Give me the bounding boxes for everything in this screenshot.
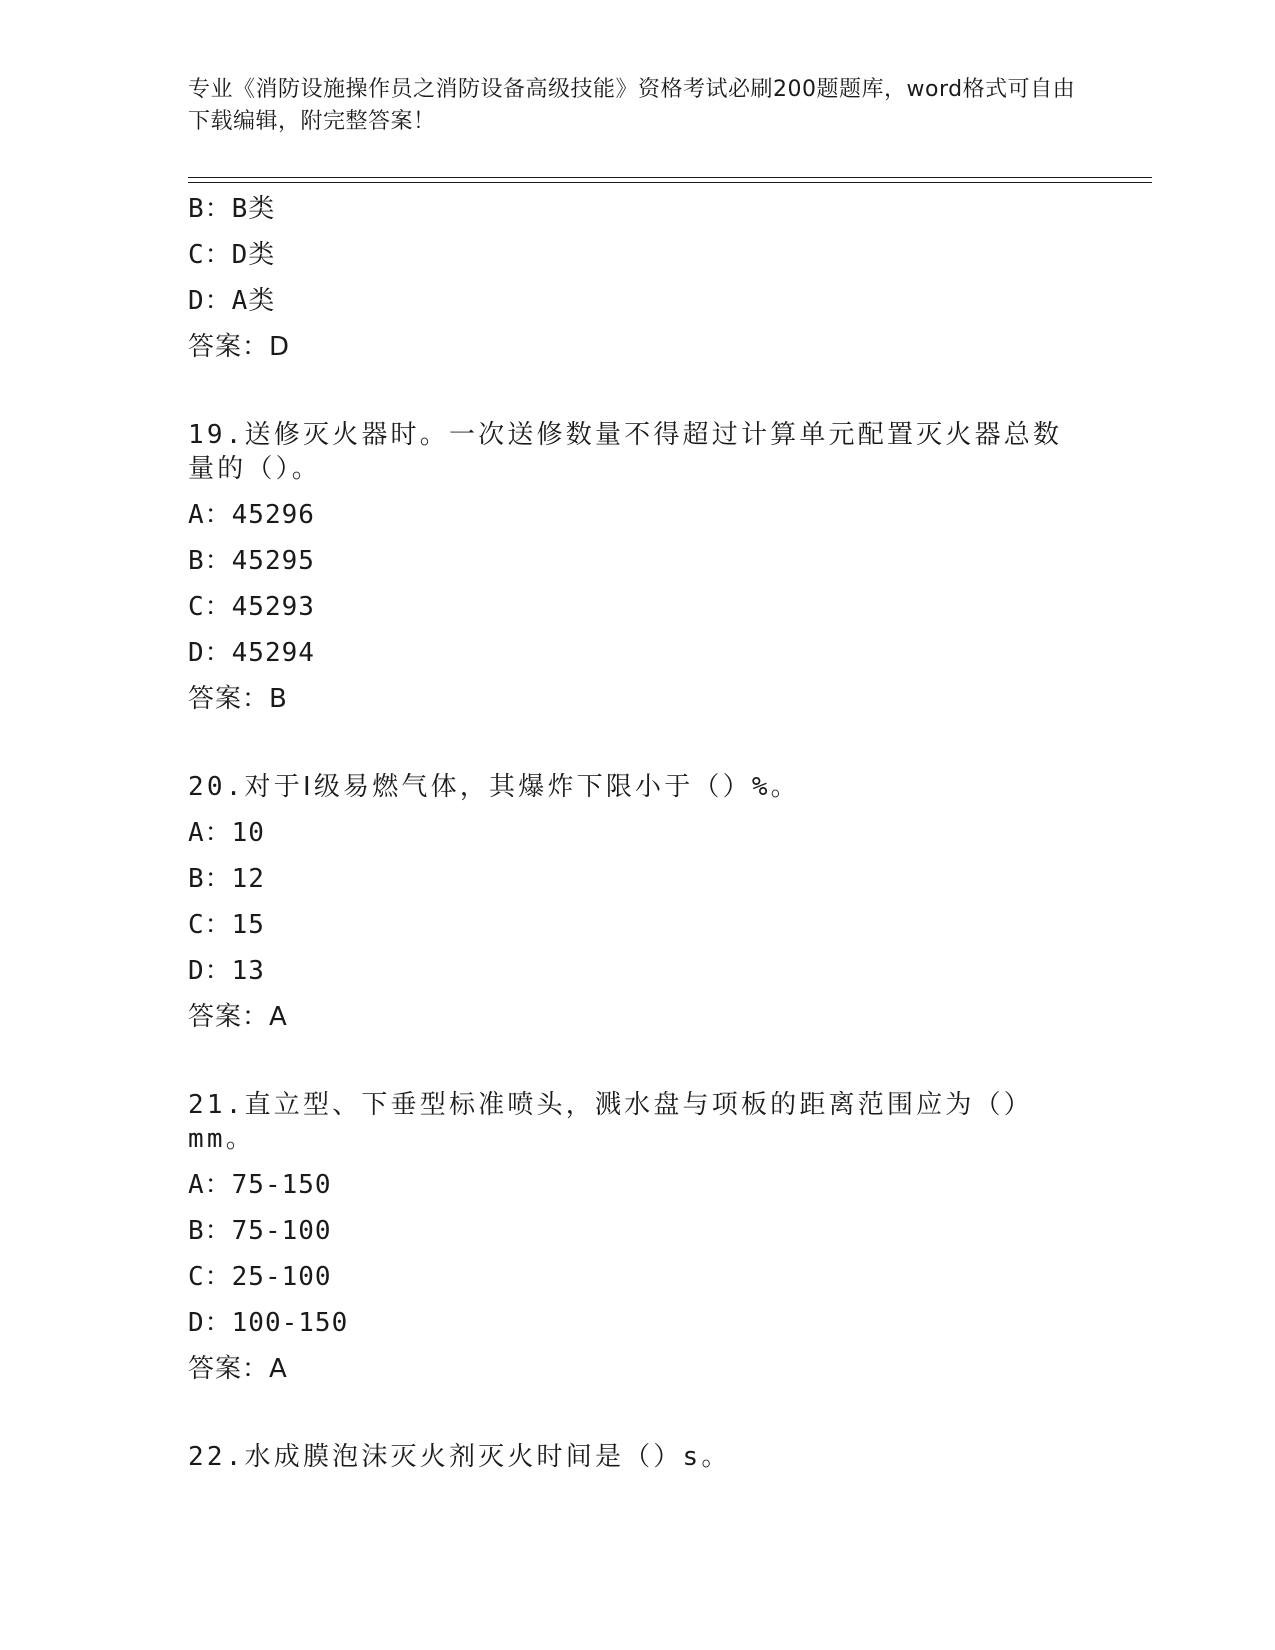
question-block — [188, 192, 1088, 364]
header-rule-bottom — [188, 182, 1152, 183]
option-c: C：45293 — [188, 592, 315, 622]
option-c: C：25-100 — [188, 1262, 332, 1292]
question-block — [188, 1088, 1088, 1386]
option-a: A：45296 — [188, 500, 315, 530]
page-header: 专业《消防设施操作员之消防设备高级技能》资格考试必刷200题题库，word格式可自由下载编辑，附完整答案！ — [188, 77, 1076, 134]
answer-line: 答案：B — [188, 684, 288, 714]
option-c: C：D类 — [188, 240, 276, 270]
answer-line: 答案：A — [188, 1002, 288, 1032]
option-d: D：45294 — [188, 638, 315, 668]
option-b: B：75-100 — [188, 1216, 332, 1246]
option-d: D：A类 — [188, 286, 276, 316]
question-list — [188, 192, 1088, 1486]
question-text: 19.送修灭火器时。一次送修数量不得超过计算单元配置灭火器总数量的（）。 — [188, 420, 1063, 484]
answer-line: 答案：D — [188, 332, 291, 362]
option-a: A：75-150 — [188, 1170, 332, 1200]
question-block — [188, 770, 1088, 1034]
option-d: D：100-150 — [188, 1308, 349, 1338]
option-d: D：13 — [188, 956, 265, 986]
header-rule-top — [188, 177, 1152, 178]
option-b: B：12 — [188, 864, 265, 894]
answer-line: 答案：A — [188, 1354, 288, 1384]
question-text: 20.对于Ⅰ级易燃气体，其爆炸下限小于（）%。 — [188, 772, 800, 802]
option-c: C：15 — [188, 910, 265, 940]
question-text: 21.直立型、下垂型标准喷头，溅水盘与项板的距离范围应为（）mm。 — [188, 1090, 1033, 1154]
option-b: B：B类 — [188, 194, 276, 224]
question-text: 22.水成膜泡沫灭火剂灭火时间是（）s。 — [188, 1442, 731, 1472]
option-a: A：10 — [188, 818, 265, 848]
question-block — [188, 418, 1088, 716]
option-b: B：45295 — [188, 546, 315, 576]
question-block — [188, 1440, 1088, 1474]
